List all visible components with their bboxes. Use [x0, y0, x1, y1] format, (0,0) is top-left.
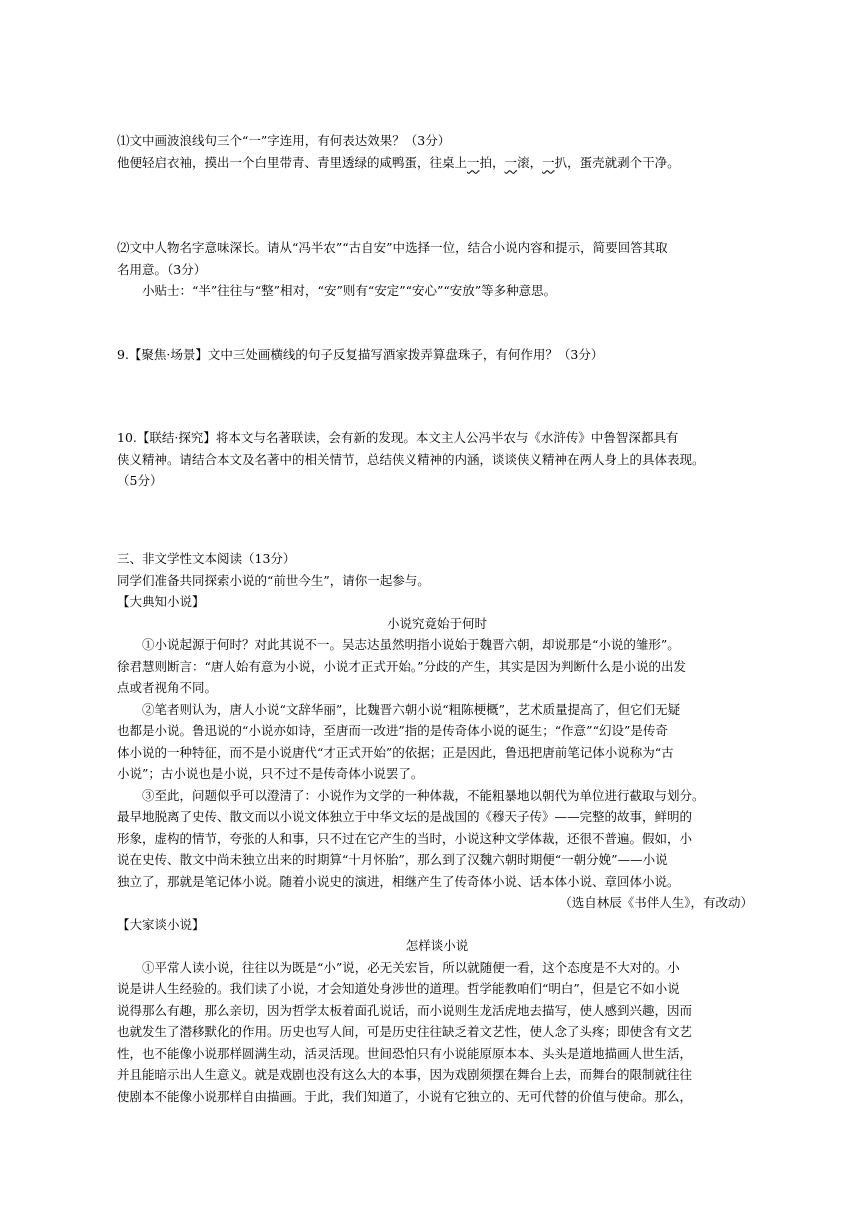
question-9	[117, 344, 757, 366]
paragraph-line: 点或者视角不同。	[117, 680, 218, 695]
question-1-sentence	[117, 152, 757, 174]
part-2-title: 怎样谈小说	[405, 938, 469, 953]
part-1-title: 小说究竟始于何时	[386, 615, 487, 631]
paragraph-line: 独立了，那就是笔记体小说。随着小说史的演进，相继产生了传奇体小说、话本体小说、章回体小说。	[117, 873, 680, 889]
paragraph-line: 小说”；古小说也是小说，只不过不是传奇体小说罢了。	[117, 766, 424, 781]
question-2-line: 名用意。（3分）	[117, 261, 207, 277]
sentence-part: 扒，	[554, 154, 580, 170]
paragraph-line: ①平常人读小说，往往以为既是“小”说，必无关宏旨，所以就随便一看，这个态度是不大对的。小	[142, 959, 680, 975]
wavy-yi-1: 一	[467, 154, 480, 170]
source-citation: （选自林辰《书伴人生》，有改动）	[559, 895, 753, 910]
section-intro: 同学们准备共同探索小说的“前世今生”，请你一起参与。	[117, 572, 430, 588]
question-1	[117, 130, 757, 173]
paragraph-line: 性，也不能像小说那样圆满生动，活灵活现。世间恐怕只有小说能原原本本、头头是道地描画人世生活，	[117, 1045, 693, 1061]
sentence-part: 拍，	[479, 154, 505, 170]
paragraph-line: 体小说的一种特征，而不是小说唐代“才正式开始”的依据；正是因此，鲁迅把唐前笔记体小说称为“古	[117, 744, 674, 760]
paragraph-line: 说是讲人生经验的。我们读了小说，才会知道处身涉世的道理。哲学能教咱们“明白”，但是它不如小说	[117, 981, 680, 996]
sentence-part: 滚，	[517, 154, 543, 170]
paragraph-line: ①小说起源于何时？对此其说不一。吴志达虽然明指小说始于魏晋六朝，却说那是“小说的雏形”。	[142, 637, 680, 652]
paragraph-line: 并且能暗示出人生意义。就是戏剧也没有这么大的本事，因为戏剧须摆在舞台上去，而舞台的限制就往往	[117, 1067, 693, 1082]
wavy-yi-3: 一	[542, 154, 555, 170]
paragraph-line: ②笔者则认为，唐人小说“文辞华丽”，比魏晋六朝小说“粗陈梗概”，艺术质量提高了，但它们无疑	[142, 701, 681, 717]
wavy-yi-2: 一	[504, 154, 518, 170]
paragraph-line: 使剧本不能像小说那样自由描画。于此，我们知道了，小说有它独立的、无可代替的价值与使命。那么，	[117, 1088, 693, 1104]
question-10-line: 10.【联结·探究】将本文与名著联读，会有新的发现。本文主人公冯半农与《水浒传》中鲁智深都具有	[117, 430, 679, 445]
part-2-label: 【大家谈小说】	[117, 916, 205, 932]
question-10-line: （5分）	[117, 473, 163, 488]
question-2-line: ⑵文中人物名字意味深长。请从“冯半农”“古自安”中选择一位，结合小说内容和提示，简要回答其取	[117, 240, 668, 255]
paragraph-line: 形象，虚构的情节，夸张的人和事，只不过在它产生的当时，小说这种文学体裁，还很不普遍。假如，小	[117, 830, 693, 846]
paragraph-line: 说在史传、散文中尚未独立出来的时期算“十月怀胎”，那么到了汉魏六朝时期便“一朝分娩”——小说	[117, 852, 668, 867]
part-1-label: 【大典知小说】	[117, 594, 205, 609]
paragraph-line: 最早地脱离了史传、散文而以小说文体独立于中华文坛的是战国的《穆天子传》——完整的故事，鲜明的	[117, 809, 693, 824]
paragraph-line: 说得那么有趣，那么亲切，因为哲学太板着面孔说话，而小说则生龙活虎地去描写，使人感到兴趣，因而	[117, 1002, 693, 1018]
question-9-text: 9.【聚焦·场景】文中三处画横线的句子反复描写酒家拨弄算盘珠子，有何作用？（3分）	[117, 347, 604, 362]
paragraph-line: 也都是小说。鲁迅说的“小说亦如诗，至唐而一改进”指的是传奇体小说的诞生；“作意”“幻设”是传奇	[117, 723, 668, 738]
question-2	[117, 237, 757, 302]
section-heading: 三、非文学性文本阅读（13分）	[117, 551, 296, 566]
paragraph-line: 也就发生了潜移默化的作用。历史也写人间，可是历史往往缺乏着文艺性，使人念了头疼；即使含有文艺	[117, 1024, 693, 1039]
question-10-line: 侠义精神。请结合本文及名著中的相关情节，总结侠义精神的内涵，谈谈侠义精神在两人身上的具体表现。	[117, 451, 705, 467]
paragraph-line: ③至此，问题似乎可以澄清了：小说作为文学的一种体裁，不能粗暴地以朝代为单位进行截取与划分。	[142, 787, 705, 803]
paragraph-line: 徐君慧则断言：“唐人始有意为小说，小说才正式开始。”分歧的产生，其实是因为判断什么是小说的出发	[117, 658, 687, 674]
section-3	[117, 548, 757, 1107]
question-1-title: ⑴文中画波浪线句三个“一”字连用，有何表达效果？（3分）	[117, 133, 451, 148]
sentence-part: 蛋壳就剥个干净。	[579, 154, 680, 170]
sentence-part: 他便轻启衣袖，摸出一个白里带青、青里透绿的咸鸭蛋，往桌上	[117, 154, 468, 170]
question-10	[117, 427, 757, 492]
question-2-tip: 小贴士：“半”往往与“整”相对，“安”则有“安定”“安心”“安放”等多种意思。	[142, 283, 557, 298]
